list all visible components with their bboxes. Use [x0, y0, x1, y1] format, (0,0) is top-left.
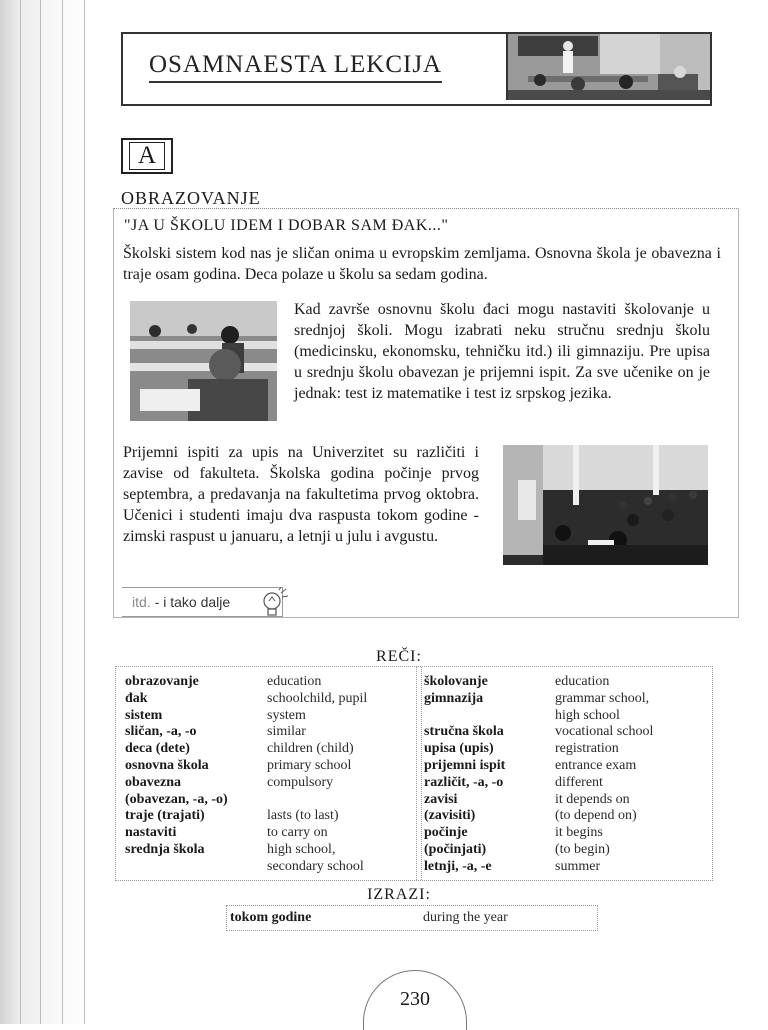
- vocab-translation: entrance exam: [555, 757, 637, 773]
- book-binding: [0, 0, 92, 1024]
- vocab-term: obavezna: [125, 774, 181, 790]
- vocab-translation: summer: [555, 858, 601, 874]
- vocab-translation: to carry on: [267, 825, 328, 841]
- lesson-header: [121, 32, 712, 106]
- lesson-title-box: [123, 34, 508, 100]
- vocab-translation: system: [267, 707, 306, 723]
- vocab-translation: (to begin): [555, 841, 610, 857]
- vocab-translation: registration: [555, 741, 619, 757]
- paragraph-university: Prijemni ispiti za upis na Univerzitet su različiti i zavise od fakulteta. Školska godina počinje prvog septembra, a predavanja na fakultetima prvog oktobra. Učenici i studenti imaju dva raspusta tokom godine - zimski raspust u januaru, a letnji u julu i avgustu.: [123, 444, 479, 545]
- expression-term: tokom godine: [230, 910, 312, 925]
- expressions-title: IZRAZI:: [367, 886, 431, 903]
- expressions-table: [226, 905, 598, 931]
- vocab-translation: similar: [267, 724, 306, 740]
- vocab-translation: education: [555, 674, 610, 689]
- section-title: OBRAZOVANJE: [121, 188, 261, 208]
- vocab-translation: lasts (to last): [267, 808, 339, 824]
- vocab-term: upisa (upis): [424, 741, 494, 757]
- vocab-translation: children (child): [267, 741, 354, 757]
- vocab-term: sličan, -a, -o: [125, 724, 197, 740]
- vocab-translation: grammar school,: [555, 690, 650, 706]
- vocab-translation: (to depend on): [555, 808, 637, 824]
- paragraph-secondary-school: Kad završe osnovnu školu đaci mogu nastaviti školovanje u srednjoj školi. Mogu izabrati neku stručnu srednju školu (medicinsku, ekonomsku, tehničku itd.) ili gimnaziju. Pre upisa u srednju školu obavezan je prijemni ispit. Za sve učenike on je jednak: test iz matematike i test iz srpskog jezika.: [294, 301, 710, 402]
- abbreviation: itd.: [132, 594, 151, 610]
- vocab-term: nastaviti: [125, 825, 177, 841]
- vocab-translation: primary school: [267, 757, 352, 773]
- vocab-translation: education: [267, 674, 322, 689]
- students-exam-photo: [130, 301, 277, 421]
- vocab-term: gimnazija: [424, 690, 484, 706]
- vocab-term: različit, -a, -o: [424, 774, 504, 790]
- page-number: 230: [363, 970, 467, 1030]
- lecture-hall-photo: [503, 445, 708, 565]
- vocab-term: prijemni ispit: [424, 757, 506, 773]
- vocab-translation: secondary school: [267, 858, 364, 874]
- vocab-term: osnovna škola: [125, 757, 209, 773]
- section-letter: A: [129, 142, 165, 170]
- vocab-translation: vocational school: [555, 724, 654, 740]
- article-subtitle: "JA U ŠKOLU IDEM I DOBAR SAM ĐAK...": [124, 217, 449, 234]
- article-box: [113, 208, 739, 618]
- vocab-term: školovanje: [424, 674, 488, 689]
- vocab-term: (zavisiti): [424, 808, 476, 824]
- vocab-term: traje (trajati): [125, 808, 205, 824]
- vocab-translation: it begins: [555, 825, 603, 841]
- vocab-term: sistem: [125, 707, 163, 723]
- paragraph-intro: Školski sistem kod nas je sličan onima u evropskim zemljama. Osnovna škola je obavezna i traje osam godina. Deca polaze u školu sa sedam godina.: [123, 245, 721, 283]
- abbreviation-meaning: - i tako dalje: [154, 594, 231, 610]
- vocab-term: počinje: [424, 825, 468, 841]
- vocab-translation: high school: [555, 707, 620, 723]
- lightbulb-icon: [259, 587, 289, 625]
- expression-translation: during the year: [423, 910, 508, 925]
- vocabulary-divider: [416, 667, 422, 880]
- section-letter-box: [121, 138, 173, 174]
- vocab-term: stručna škola: [424, 724, 504, 740]
- vocab-term: [125, 859, 228, 876]
- vocabulary-left-terms: [125, 674, 228, 876]
- vocab-translation: it depends on: [555, 791, 630, 807]
- vocabulary-left-translations: [267, 674, 367, 876]
- vocab-term: (počinjati): [424, 841, 487, 857]
- vocab-term: srednja škola: [125, 841, 205, 857]
- vocab-term: zavisi: [424, 791, 458, 807]
- lesson-title: OSAMNAESTA LEKCIJA: [149, 51, 442, 83]
- vocab-term: [424, 708, 505, 725]
- classroom-photo: [508, 34, 710, 100]
- vocab-translation: high school,: [267, 841, 336, 857]
- vocabulary-right-translations: [555, 674, 653, 876]
- vocabulary-right-terms: [424, 674, 505, 876]
- vocab-term: obrazovanje: [125, 674, 199, 689]
- vocab-translation: different: [555, 774, 603, 790]
- vocabulary-table: [115, 666, 713, 881]
- vocab-term: letnji, -a, -e: [424, 858, 492, 874]
- vocab-translation: schoolchild, pupil: [267, 690, 368, 706]
- vocab-term: đak: [125, 690, 148, 706]
- vocab-translation: [267, 792, 367, 809]
- vocab-translation: compulsory: [267, 774, 334, 790]
- vocab-term: (obavezan, -a, -o): [125, 791, 228, 807]
- vocabulary-title: REČI:: [376, 648, 422, 665]
- vocab-term: deca (dete): [125, 741, 190, 757]
